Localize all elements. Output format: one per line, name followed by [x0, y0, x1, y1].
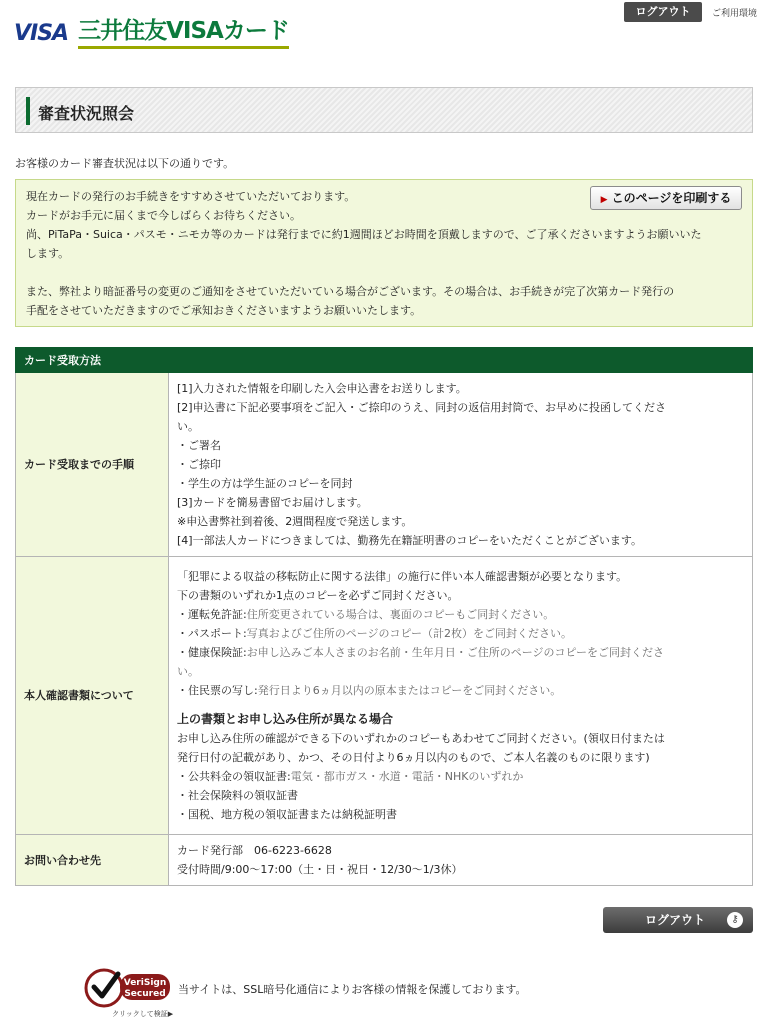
content-line: [4]一部法人カードにつきましては、勤務先在籍証明書のコピーをいただくことがございます。 — [177, 534, 643, 547]
page-title: 審査状況照会 — [38, 104, 135, 123]
arrow-right-icon: ▶ — [600, 195, 608, 205]
content-line: [1]入力された情報を印刷した入会申込書をお送りします。 — [177, 382, 467, 395]
notice-box — [15, 179, 753, 327]
content-line: い。 — [177, 420, 199, 433]
verisign-bottom-label: Secured — [124, 989, 166, 999]
notice-line: します。 — [26, 247, 70, 260]
table-row — [16, 557, 753, 835]
doc-item: ・国税、地方税の領収証書または納税証明書 — [177, 808, 397, 821]
content-line: カード発行部 06-6223-6628 — [177, 844, 332, 857]
card-receipt-table — [15, 347, 753, 886]
verisign-click-label: クリックして検証▶ — [112, 1010, 174, 1018]
table-section-title: カード受取方法 — [16, 348, 753, 373]
content-line: ※申込書弊社到着後、2週間程度で発送します。 — [177, 515, 413, 528]
content-line: 「犯罪による収益の移転防止に関する法律」の施行に伴い本人確認書類が必要となります。 — [177, 570, 628, 583]
doc-item: ・健康保険証:お申し込みご本人さまのお名前・生年月日・ご住所のページのコピーをご同封くださ — [177, 646, 665, 659]
doc-item: い。 — [177, 665, 199, 678]
content-line: 受付時間/9:00～17:00（土・日・祝日・12/30～1/3休） — [177, 863, 463, 876]
content-line: ・ご捺印 — [177, 458, 221, 471]
intro-text: お客様のカード審査状況は以下の通りです。 — [15, 157, 235, 170]
notice-line: カードがお手元に届くまで今しばらくお待ちください。 — [26, 209, 301, 222]
notice-line: 手配をさせていただきますのでご承知おきくださいますようお願いいたします。 — [26, 304, 422, 317]
notice-line: 尚、PiTaPa・Suica・パスモ・ニモカ等のカードは発行までに約1週間ほどお時間を頂戴しますので、ご了承くださいますようお願いいた — [26, 228, 702, 241]
row-content — [169, 835, 753, 886]
verisign-seal[interactable] — [82, 962, 177, 1018]
environment-link[interactable]: ご利用環境 — [712, 9, 758, 19]
key-icon: ⚷ — [727, 912, 743, 928]
doc-item: ・パスポート:写真およびご住所のページのコピー（計2枚）をご同封ください。 — [177, 627, 573, 640]
content-line: お申し込み住所の確認ができる下のいずれかのコピーもあわせてご同封ください。(領収日付または — [177, 732, 665, 745]
row-label: 本人確認書類について — [16, 557, 169, 835]
content-line: [2]申込書に下記必要事項をご記入・ご捺印のうえ、同封の返信用封筒で、お早めに投函してくださ — [177, 401, 667, 414]
row-label: お問い合わせ先 — [16, 835, 169, 886]
ssl-notice: 当サイトは、SSL暗号化通信によりお客様の情報を保護しております。 — [178, 983, 527, 996]
doc-item: ・公共料金の領収証書:電気・都市ガス・水道・電話・NHKのいずれか — [177, 770, 524, 783]
visa-logo: VISA — [14, 21, 69, 46]
header — [0, 0, 768, 60]
notice-line: 現在カードの発行のお手続きをすすめさせていただいております。 — [26, 190, 356, 203]
verisign-top-label: VeriSign — [123, 978, 167, 988]
content-line: ・ご署名 — [177, 439, 221, 452]
logout-button-top[interactable]: ログアウト — [624, 2, 702, 22]
notice-line: また、弊社より暗証番号の変更のご通知をさせていただいている場合がございます。その場合は、お手続きが完了次第カード発行の — [26, 285, 675, 298]
logo[interactable] — [14, 16, 289, 49]
row-content — [169, 557, 753, 835]
doc-item: ・運転免許証:住所変更されている場合は、裏面のコピーもご同封ください。 — [177, 608, 555, 621]
content-line: 発行日付の記載があり、かつ、その日付より6ヵ月以内のもので、ご本人名義のものに限ります) — [177, 751, 650, 764]
title-accent-bar — [26, 97, 30, 125]
content-line: 下の書類のいずれか1点のコピーを必ずご同封ください。 — [177, 589, 459, 602]
print-page-button[interactable] — [590, 186, 742, 210]
table-row — [16, 835, 753, 886]
doc-item: ・住民票の写し:発行日より6ヵ月以内の原本またはコピーをご同封ください。 — [177, 684, 562, 697]
content-line: ・学生の方は学生証のコピーを同封 — [177, 477, 353, 490]
page-title-box — [15, 87, 753, 133]
row-label: カード受取までの手順 — [16, 373, 169, 557]
logout-button-bottom[interactable] — [603, 907, 753, 933]
logout-label: ログアウト — [645, 913, 706, 927]
print-button-label: このページを印刷する — [611, 191, 732, 205]
brand-logo: 三井住友VISAカード — [78, 16, 289, 49]
doc-item: ・社会保険料の領収証書 — [177, 789, 298, 802]
row-content — [169, 373, 753, 557]
content-line: [3]カードを簡易書留でお届けします。 — [177, 496, 368, 509]
table-row — [16, 373, 753, 557]
sub-heading: 上の書類とお申し込み住所が異なる場合 — [177, 712, 394, 726]
